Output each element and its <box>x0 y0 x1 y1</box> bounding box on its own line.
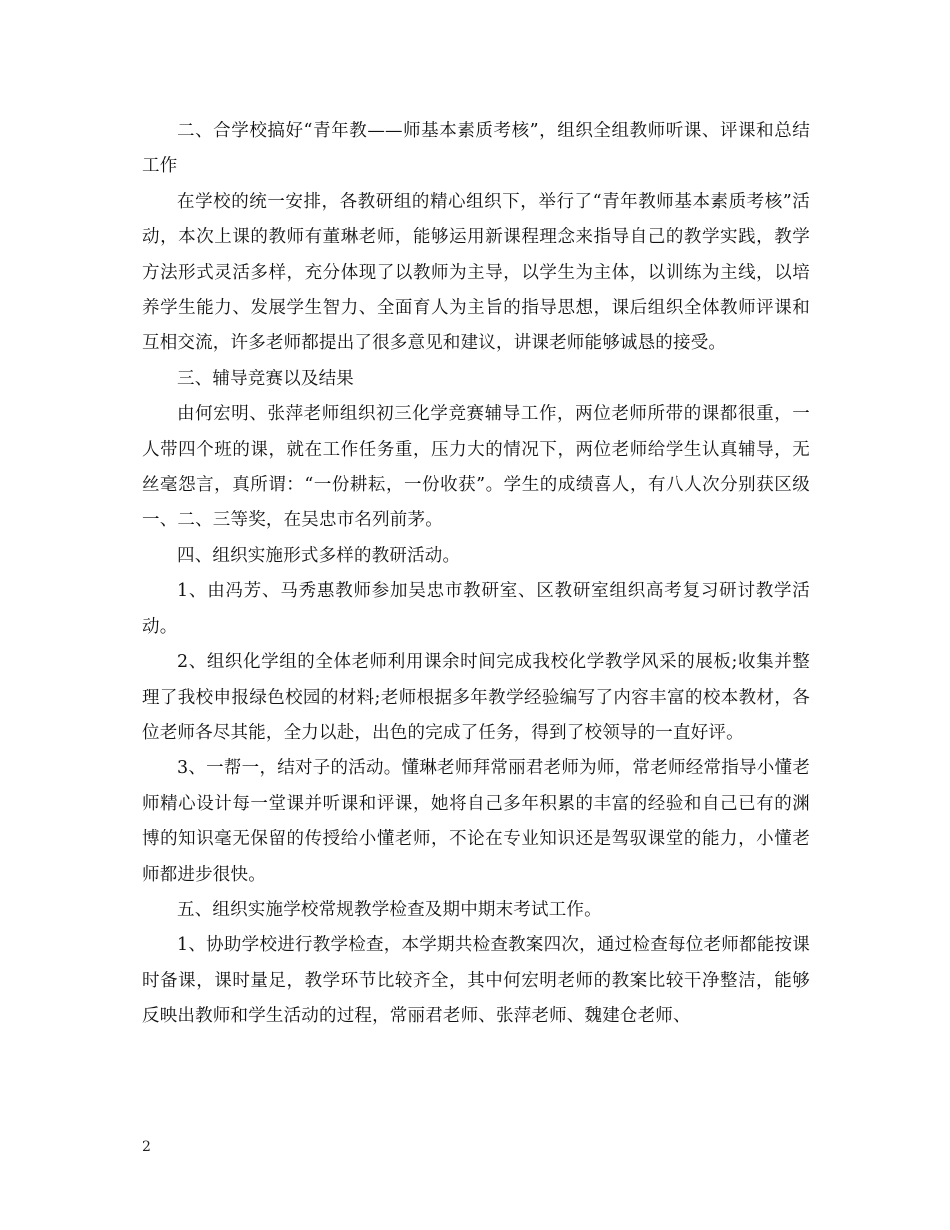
list-item: 2、组织化学组的全体老师利用课余时间完成我校化学教学风采的展板;收集并整理了我校申报绿色校园的材料;老师根据多年教学经验编写了内容丰富的校本教材，各位老师各尽其能，全力以赴，出色的完成了任务，得到了校领导的一直好评。 <box>142 652 810 743</box>
paragraph: 由何宏明、张萍老师组织初三化学竞赛辅导工作，两位老师所带的课都很重，一人带四个班的课，就在工作任务重，压力大的情况下，两位老师给学生认真辅导，无丝毫怨言，真所谓：“一份耕耘，一份收获”。学生的成绩喜人，有八人次分别获区级一、二、三等奖，在吴忠市名列前茅。 <box>142 404 810 531</box>
list-item: 1、协助学校进行教学检查，本学期共检查教案四次，通过检查每位老师都能按课时备课，课时量足，教学环节比较齐全，其中何宏明老师的教案比较干净整洁，能够反映出教师和学生活动的过程，常丽君老师、张萍老师、魏建仓老师、 <box>142 935 810 1027</box>
section-heading-3: 三、辅导竞赛以及结果 <box>177 368 354 389</box>
section-heading-2: 二、合学校搞好“青年教——师基本素质考核”，组织全组教师听课、评课和总结工作 <box>142 121 810 177</box>
list-item: 1、由冯芳、马秀惠教师参加吴忠市教研室、区教研室组织高考复习研讨教学活动。 <box>142 581 810 637</box>
list-item: 3、一帮一，结对子的活动。懂琳老师拜常丽君老师为师，常老师经常指导小懂老师精心设计每一堂课并听课和评课，她将自己多年积累的丰富的经验和自己已有的渊博的知识毫无保留的传授给小懂老师，不论在专业知识还是驾驭课堂的能力，小懂老师都进步很快。 <box>142 758 810 885</box>
document-body <box>142 114 810 1035</box>
page-number: 2 <box>142 1139 151 1155</box>
section-heading-5: 五、组织实施学校常规教学检查及期中期末考试工作。 <box>177 899 602 920</box>
section-heading-4: 四、组织实施形式多样的教研活动。 <box>177 545 461 566</box>
paragraph: 在学校的统一安排，各教研组的精心组织下，举行了“青年教师基本素质考核”活动，本次上课的教师有董琳老师，能够运用新课程理念来指导自己的教学实践，教学方法形式灵活多样，充分体现了以教师为主导，以学生为主体，以训练为主线，以培养学生能力、发展学生智力、全面育人为主旨的指导思想，课后组织全体教师评课和互相交流，许多老师都提出了很多意见和建议，讲课老师能够诚恳的接受。 <box>142 191 810 354</box>
